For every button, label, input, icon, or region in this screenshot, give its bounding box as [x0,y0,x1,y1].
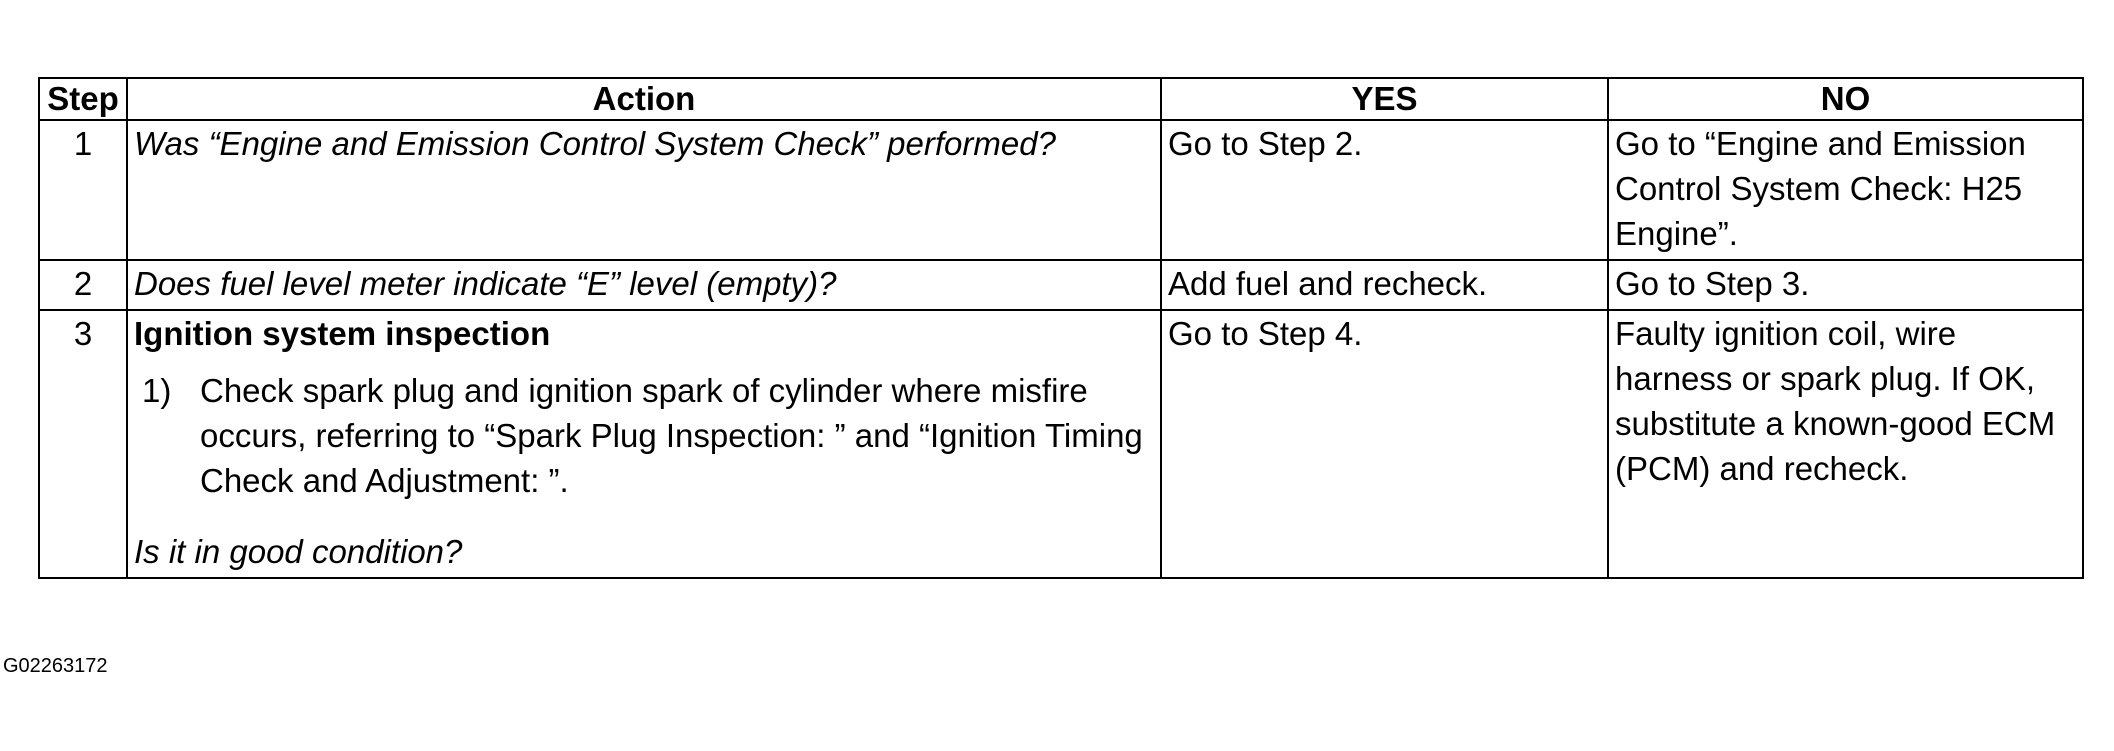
diagnostic-procedure-table [38,77,2084,579]
no-cell: Go to “Engine and Emission Control System Check: H25 Engine”. [1608,120,2083,260]
action-question: Is it in good condition? [134,533,463,570]
yes-cell: Add fuel and recheck. [1161,260,1608,310]
yes-cell: Go to Step 4. [1161,310,1608,578]
substep-number: 1) [142,372,172,409]
no-cell: Go to Step 3. [1608,260,2083,310]
header-step: Step [39,78,127,120]
header-action: Action [127,78,1161,120]
figure-id: G02263172 [3,655,108,677]
header-no: NO [1608,78,2083,120]
table-row [39,310,2083,578]
action-cell [127,310,1161,578]
yes-cell: Go to Step 2. [1161,120,1608,260]
no-cell: Faulty ignition coil, wire harness or spark plug. If OK, substitute a known-good ECM (PCM) and recheck. [1608,310,2083,578]
step-number: 2 [39,260,127,310]
table-header-row [39,78,2083,120]
substep-text: Check spark plug and ignition spark of cylinder where misfire occurs, referring to “Spark Plug Inspection: ” and “Ignition Timing Check and Adjustment: ”. [200,372,1143,499]
action-title: Ignition system inspection [134,315,551,352]
action-question: Was “Engine and Emission Control System Check” performed? [134,125,1056,162]
step-number: 3 [39,310,127,578]
substep [134,368,1154,503]
action-cell [127,120,1161,260]
header-yes: YES [1161,78,1608,120]
action-cell [127,260,1161,310]
table-row [39,260,2083,310]
step-number: 1 [39,120,127,260]
table-row [39,120,2083,260]
action-question: Does fuel level meter indicate “E” level (empty)? [134,265,837,302]
